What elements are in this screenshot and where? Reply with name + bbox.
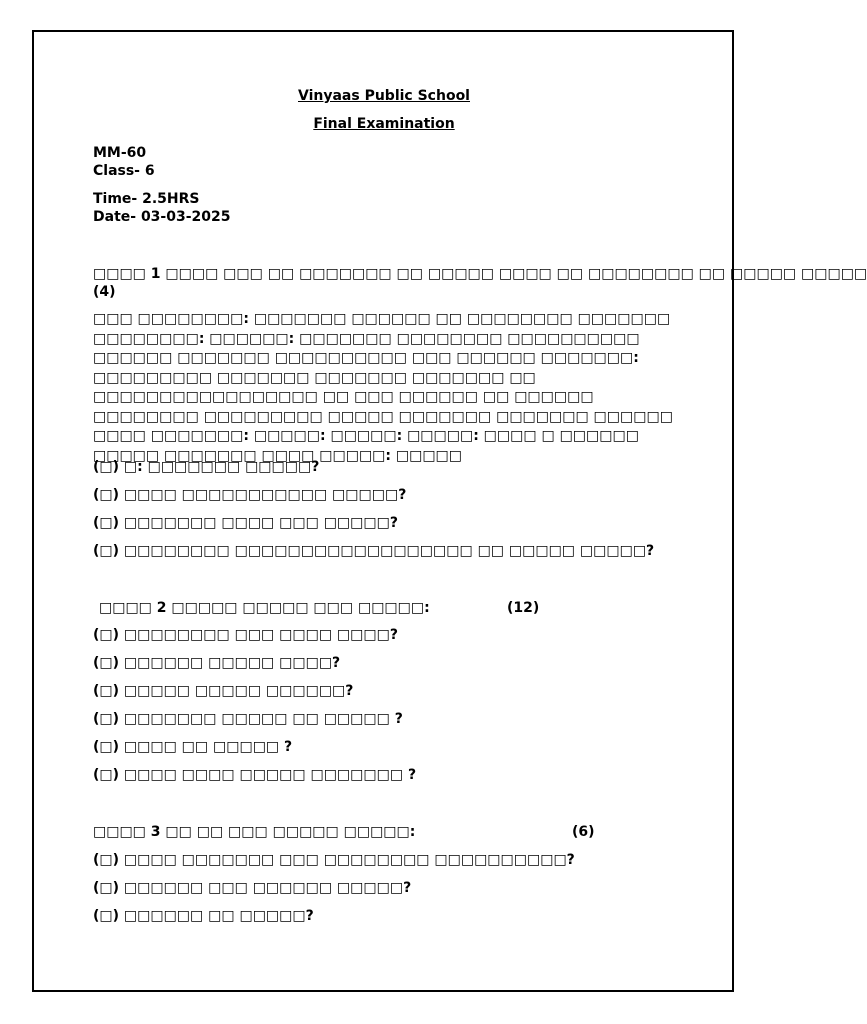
q2-item-5: (□) □□□□ □□ □□□□□ ? <box>93 739 293 755</box>
q1-item-4: (□) □□□□□□□□ □□□□□□□□□□□□□□□□□□ □□ □□□□□ □□□□□? <box>93 543 655 559</box>
date-label: Date- 03-03-2025 <box>93 209 231 225</box>
q2-marks: (12) <box>507 600 540 616</box>
q3-item-3: (□) □□□□□□ □□ □□□□□? <box>93 908 314 924</box>
q1-marks: (4) <box>93 284 116 300</box>
max-marks: MM-60 <box>93 145 147 161</box>
q3-marks: (6) <box>572 824 595 840</box>
q1-item-1: (□) □: □□□□□□□ □□□□□? <box>93 459 320 475</box>
exam-title: Final Examination <box>313 116 455 132</box>
q1-item-2: (□) □□□□ □□□□□□□□□□□ □□□□□? <box>93 487 407 503</box>
q2-item-2: (□) □□□□□□ □□□□□ □□□□? <box>93 655 341 671</box>
q1-passage: □□□ □□□□□□□□: □□□□□□□ □□□□□□ □□ □□□□□□□□ □□□□□□□ □□□□□□□□: □□□□□□: □□□□□□□ □□□□□□□□ □□□□□□□□□□ □□□□□□ □□□□□□□ □□□□□□□□□□ □□□ □□□□□□ □□□□□□□: □□□□□□□□□ □□□□□□□ □□□□□□□ □□□□□□□ □□ □□□□□□□□□□□□□□□□□ □□ □□□ □□□□□□ □□ □□□□□□ □□□□□□□□ □□□□□□□□□ □□□□□ □□□□□□□ □□□□□□□ □□□□□□ □□□□ □□□□□□□: □□□□□: □□□□□: □□□□□: □□□□ □ □□□□□□ □□□□□ □□□□□□□ □□□□ □□□□□: □□□□□ <box>93 311 673 464</box>
q1-heading: □□□□ 1 □□□□ □□□ □□ □□□□□□□ □□ □□□□□ □□□□ □□ □□□□□□□□ □□ □□□□□ □□□□□ <box>93 266 867 282</box>
q2-item-4: (□) □□□□□□□ □□□□□ □□ □□□□□ ? <box>93 711 403 727</box>
time-label: Time- 2.5HRS <box>93 191 200 207</box>
q2-item-3: (□) □□□□□ □□□□□ □□□□□□? <box>93 683 354 699</box>
q2-item-1: (□) □□□□□□□□ □□□ □□□□ □□□□? <box>93 627 398 643</box>
q3-item-1: (□) □□□□ □□□□□□□ □□□ □□□□□□□□ □□□□□□□□□□? <box>93 852 575 868</box>
school-name: Vinyaas Public School <box>298 88 470 104</box>
q1-item-3: (□) □□□□□□□ □□□□ □□□ □□□□□? <box>93 515 398 531</box>
q2-heading: □□□□ 2 □□□□□ □□□□□ □□□ □□□□□: <box>99 600 430 616</box>
q2-item-6: (□) □□□□ □□□□ □□□□□ □□□□□□□ ? <box>93 767 417 783</box>
q3-heading: □□□□ 3 □□ □□ □□□ □□□□□ □□□□□: <box>93 824 416 840</box>
q3-item-2: (□) □□□□□□ □□□ □□□□□□ □□□□□? <box>93 880 412 896</box>
class-label: Class- 6 <box>93 163 155 179</box>
